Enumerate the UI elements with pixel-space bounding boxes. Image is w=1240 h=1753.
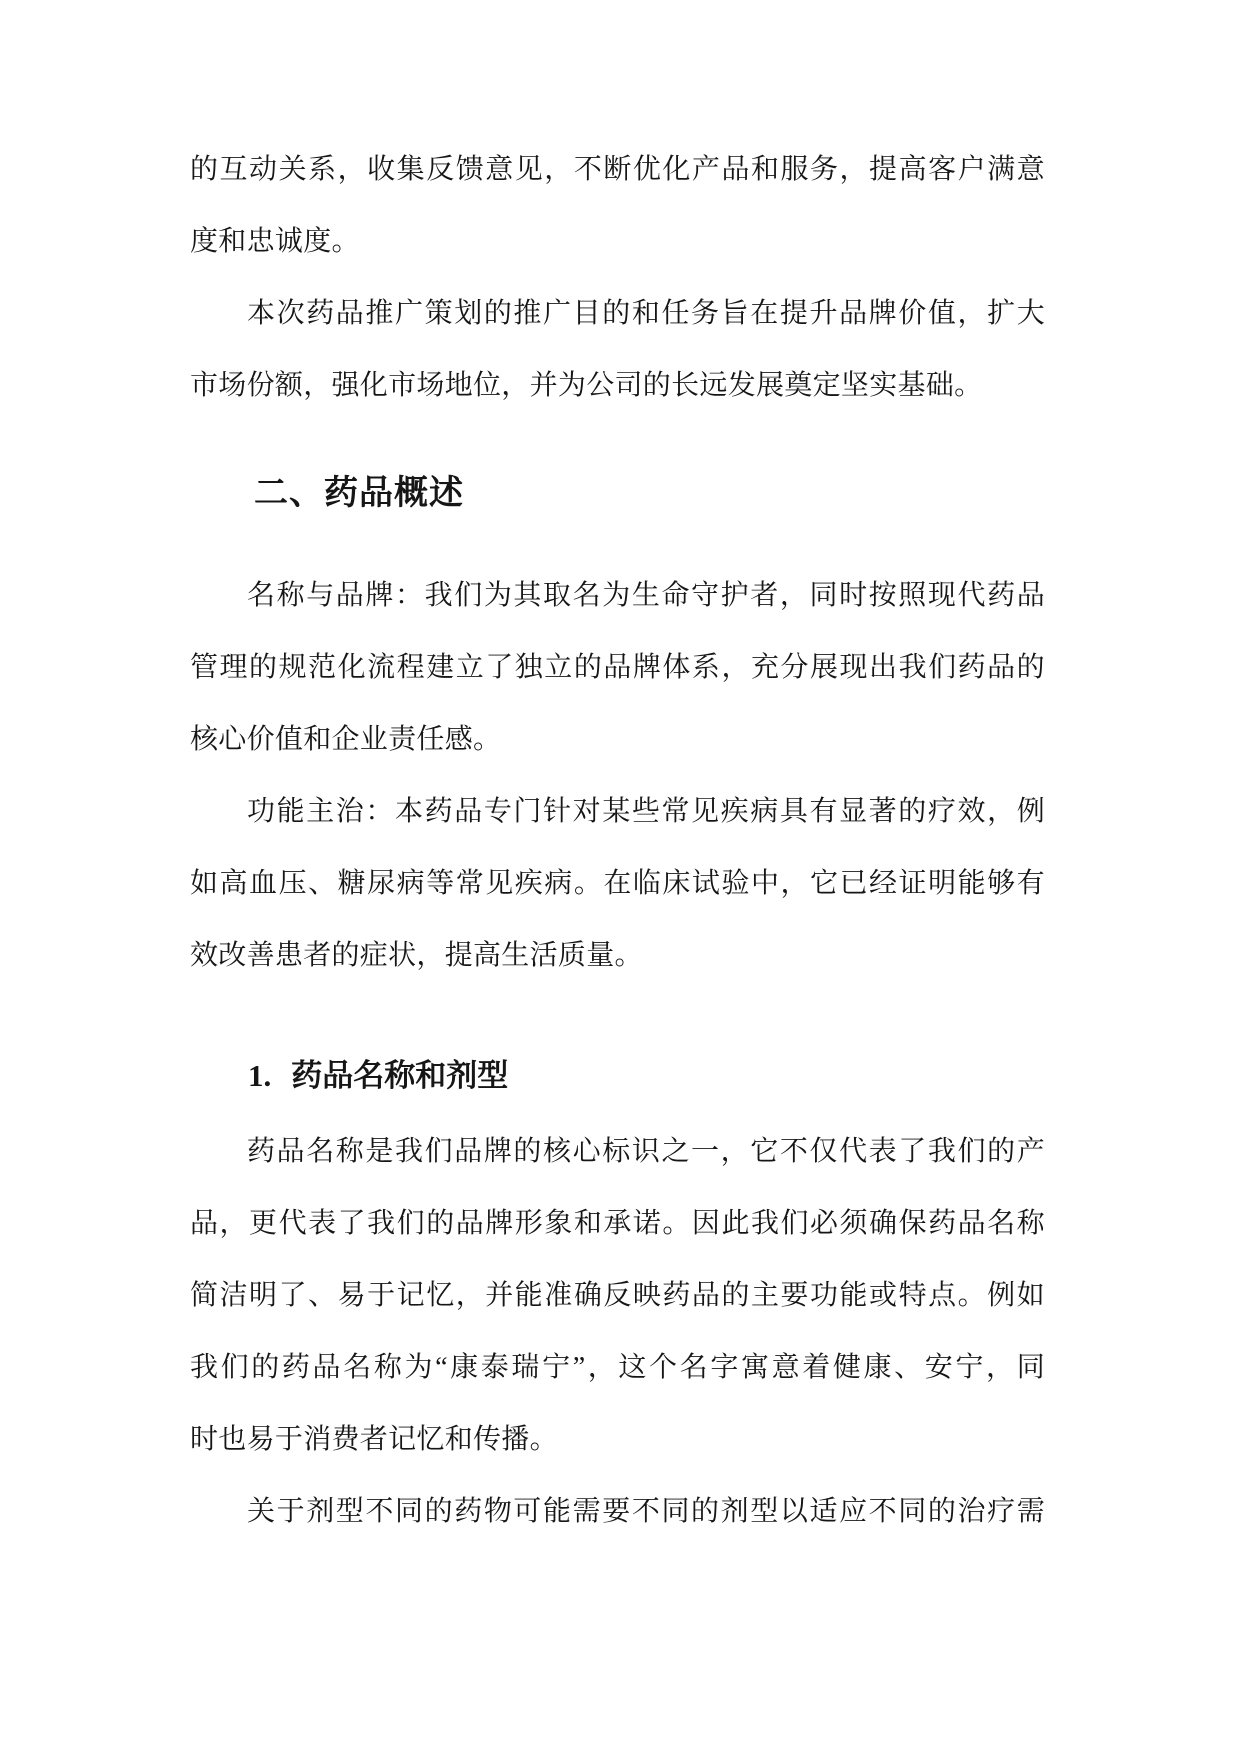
body-line: 如高血压、糖尿病等常见疾病。在临床试验中，它已经证明能够有 — [190, 868, 1045, 899]
body-line: 药品名称是我们品牌的核心标识之一，它不仅代表了我们的产 — [247, 1136, 1045, 1167]
body-line: 效改善患者的症状，提高生活质量。 — [190, 940, 643, 971]
body-line: 时也易于消费者记忆和传播。 — [190, 1424, 558, 1455]
body-line: 度和忠诚度。 — [190, 226, 360, 257]
body-line: 本次药品推广策划的推广目的和任务旨在提升品牌价值，扩大 — [247, 298, 1045, 329]
heading-label: 药品名称和剂型 — [291, 1058, 509, 1093]
heading-number: 1. — [248, 1058, 272, 1093]
body-line: 核心价值和企业责任感。 — [190, 724, 502, 755]
section-heading: 二、药品概述 — [254, 475, 464, 512]
body-line: 简洁明了、易于记忆，并能准确反映药品的主要功能或特点。例如 — [190, 1280, 1045, 1311]
body-line: 管理的规范化流程建立了独立的品牌体系，充分展现出我们药品的 — [190, 652, 1045, 683]
body-line: 市场份额，强化市场地位，并为公司的长远发展奠定坚实基础。 — [190, 370, 983, 401]
body-line: 关于剂型不同的药物可能需要不同的剂型以适应不同的治疗需 — [247, 1496, 1045, 1527]
body-line: 名称与品牌：我们为其取名为生命守护者，同时按照现代药品 — [247, 580, 1045, 611]
body-line: 的互动关系，收集反馈意见，不断优化产品和服务，提高客户满意 — [190, 154, 1045, 185]
body-line: 功能主治：本药品专门针对某些常见疾病具有显著的疗效，例 — [247, 796, 1045, 827]
subsection-heading — [248, 1040, 1045, 1112]
body-line: 我们的药品名称为“康泰瑞宁”，这个名字寓意着健康、安宁，同 — [190, 1352, 1045, 1383]
body-line: 品，更代表了我们的品牌形象和承诺。因此我们必须确保药品名称 — [190, 1208, 1045, 1239]
